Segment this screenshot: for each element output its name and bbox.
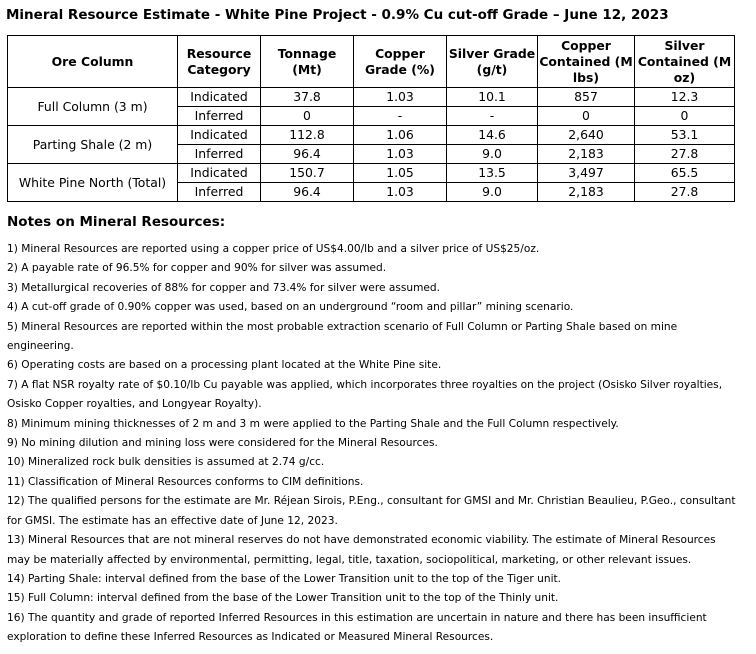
note-item: 9) No mining dilution and mining loss were considered for the Mineral Resources. bbox=[7, 437, 438, 450]
silver-grade-cell: 10.1 bbox=[447, 88, 538, 107]
note-item: 8) Minimum mining thicknesses of 2 m and 3 m were applied to the Parting Shale and the Full Column respectively. bbox=[7, 417, 619, 430]
copper-contained-cell: 2,183 bbox=[538, 183, 635, 202]
silver-contained-cell: 65.5 bbox=[635, 164, 735, 183]
silver-grade-cell: 14.6 bbox=[447, 126, 538, 145]
category-cell: Indicated bbox=[178, 88, 261, 107]
header-copper-grade: Copper Grade (%) bbox=[354, 36, 447, 88]
header-copper-contained: Copper Contained (M lbs) bbox=[538, 36, 635, 88]
note-item: 5) Mineral Resources are reported within the most probable extraction scenario of Full Column or Parting Shale based on mine engineering. bbox=[7, 320, 678, 353]
copper-contained-cell: 857 bbox=[538, 88, 635, 107]
copper-contained-cell: 2,183 bbox=[538, 145, 635, 164]
document-title: Mineral Resource Estimate - White Pine Project - 0.9% Cu cut-off Grade – June 12, 2023 bbox=[6, 7, 669, 23]
header-ore-column: Ore Column bbox=[8, 36, 178, 88]
note-item: 13) Mineral Resources that are not mineral reserves do not have demonstrated economic viability. The estimate of Mineral Resources may be materially affected by environmental, permitting, legal, title, taxation, sociopolitical, marketing, or other relevant issues. bbox=[7, 534, 716, 566]
note-item: 15) Full Column: interval defined from the base of the Lower Transition unit to the top of the Thinly unit. bbox=[7, 592, 559, 605]
copper-grade-cell: 1.06 bbox=[354, 126, 447, 145]
silver-contained-cell: 27.8 bbox=[635, 145, 735, 164]
silver-contained-cell: 0 bbox=[635, 107, 735, 126]
table-row bbox=[8, 126, 735, 145]
category-cell: Indicated bbox=[178, 126, 261, 145]
copper-contained-cell: 0 bbox=[538, 107, 635, 126]
silver-grade-cell: - bbox=[447, 107, 538, 126]
ore-column-cell: Parting Shale (2 m) bbox=[8, 126, 178, 164]
note-item: 6) Operating costs are based on a processing plant located at the White Pine site. bbox=[7, 359, 442, 372]
category-cell: Indicated bbox=[178, 164, 261, 183]
ore-column-cell: Full Column (3 m) bbox=[8, 88, 178, 126]
note-item: 1) Mineral Resources are reported using a copper price of US$4.00/lb and a silver price of US$25/oz. bbox=[7, 243, 540, 255]
note-item: 7) A flat NSR royalty rate of $0.10/lb Cu payable was applied, which incorporates three royalties on the project (Osisko Silver royalties, Osisko Copper royalties, and Longyear Royalty). bbox=[7, 378, 723, 411]
resource-table bbox=[7, 35, 735, 202]
copper-grade-cell: 1.03 bbox=[354, 183, 447, 202]
note-item: 16) The quantity and grade of reported Inferred Resources in this estimation are uncertain in nature and there has been insufficient exploration to define these Inferred Resources as Indicated or Measured Mineral Resources. bbox=[7, 611, 707, 644]
tonnage-cell: 37.8 bbox=[261, 88, 354, 107]
tonnage-cell: 96.4 bbox=[261, 145, 354, 164]
note-item: 14) Parting Shale: interval defined from the base of the Lower Transition unit to the top of the Tiger unit. bbox=[7, 572, 562, 585]
tonnage-cell: 96.4 bbox=[261, 183, 354, 202]
silver-grade-cell: 13.5 bbox=[447, 164, 538, 183]
table-row bbox=[8, 164, 735, 183]
header-silver-grade: Silver Grade (g/t) bbox=[447, 36, 538, 88]
notes-heading: Notes on Mineral Resources: bbox=[7, 214, 226, 230]
copper-grade-cell: - bbox=[354, 107, 447, 126]
note-item: 4) A cut-off grade of 0.90% copper was used, based on an underground “room and pillar” mining scenario. bbox=[7, 301, 574, 314]
copper-grade-cell: 1.03 bbox=[354, 145, 447, 164]
silver-grade-cell: 9.0 bbox=[447, 183, 538, 202]
header-silver-contained: Silver Contained (M oz) bbox=[635, 36, 735, 88]
tonnage-cell: 150.7 bbox=[261, 164, 354, 183]
copper-grade-cell: 1.03 bbox=[354, 88, 447, 107]
header-resource-category: Resource Category bbox=[178, 36, 261, 88]
notes-list bbox=[7, 240, 737, 648]
table-row bbox=[8, 88, 735, 107]
tonnage-cell: 0 bbox=[261, 107, 354, 126]
note-item: 2) A payable rate of 96.5% for copper and 90% for silver was assumed. bbox=[7, 262, 387, 275]
copper-grade-cell: 1.05 bbox=[354, 164, 447, 183]
note-item: 10) Mineralized rock bulk densities is assumed at 2.74 g/cc. bbox=[7, 456, 325, 469]
copper-contained-cell: 2,640 bbox=[538, 126, 635, 145]
note-item: 11) Classification of Mineral Resources conforms to CIM definitions. bbox=[7, 475, 364, 488]
copper-contained-cell: 3,497 bbox=[538, 164, 635, 183]
silver-contained-cell: 27.8 bbox=[635, 183, 735, 202]
category-cell: Inferred bbox=[178, 145, 261, 164]
table-header-row bbox=[8, 36, 735, 88]
category-cell: Inferred bbox=[178, 107, 261, 126]
note-item: 12) The qualified persons for the estimate are Mr. Réjean Sirois, P.Eng., consultant for GMSI and Mr. Christian Beaulieu, P.Geo., consultant for GMSI. The estimate has an effective date of June 12, 2023. bbox=[7, 495, 736, 527]
category-cell: Inferred bbox=[178, 183, 261, 202]
ore-column-cell: White Pine North (Total) bbox=[8, 164, 178, 202]
silver-contained-cell: 12.3 bbox=[635, 88, 735, 107]
silver-contained-cell: 53.1 bbox=[635, 126, 735, 145]
silver-grade-cell: 9.0 bbox=[447, 145, 538, 164]
header-tonnage: Tonnage (Mt) bbox=[261, 36, 354, 88]
tonnage-cell: 112.8 bbox=[261, 126, 354, 145]
note-item: 3) Metallurgical recoveries of 88% for copper and 73.4% for silver were assumed. bbox=[7, 281, 440, 294]
